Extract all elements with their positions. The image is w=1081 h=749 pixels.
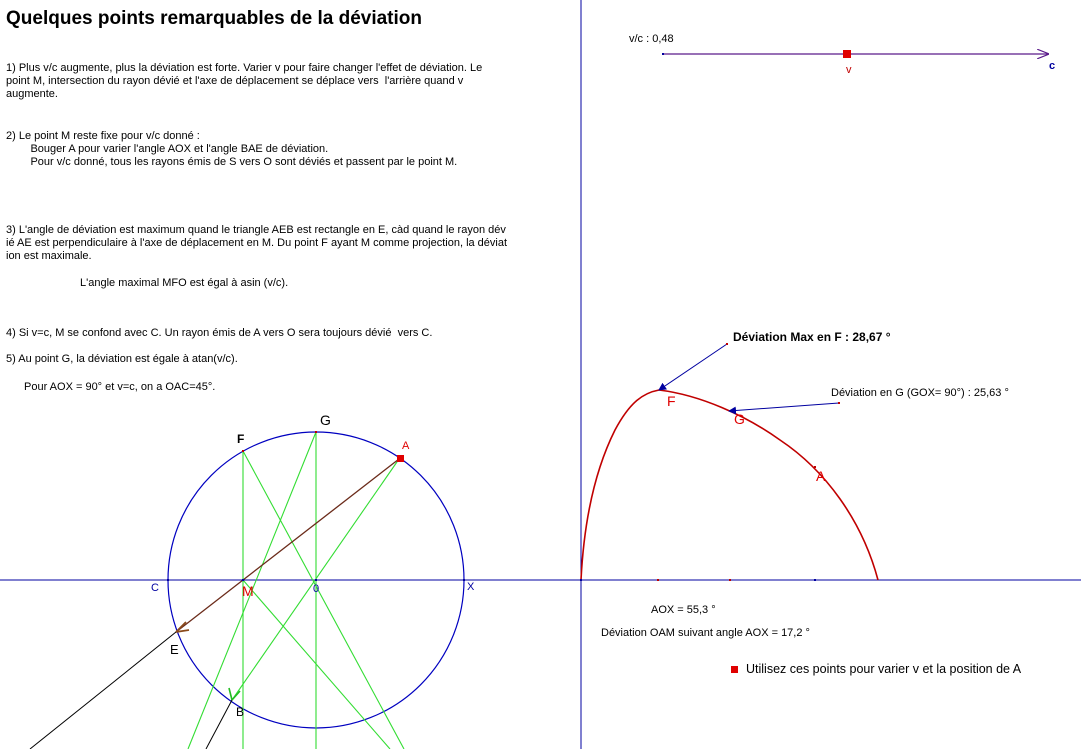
curve-label-g: G	[734, 411, 745, 427]
deviation-curve	[581, 390, 878, 580]
point-g	[315, 431, 317, 433]
axis-point-3	[814, 579, 816, 581]
velocity-slider-handle[interactable]	[843, 50, 851, 58]
curve-label-f: F	[667, 393, 676, 409]
label-m: M	[242, 583, 254, 599]
paragraph-3-max-angle: L'angle maximal MFO est égal à asin (v/c).	[80, 277, 289, 289]
velocity-ratio-label: v/c : 0,48	[629, 33, 674, 45]
aox-angle-text: AOX = 55,3 °	[651, 604, 716, 616]
label-o: 0	[313, 583, 320, 595]
point-x	[463, 579, 465, 581]
axis-point-1	[657, 579, 659, 581]
green-arrow-head	[229, 688, 240, 700]
annotation-point-max	[726, 343, 728, 345]
paragraph-5: 5) Au point G, la déviation est égale à atan(v/c).	[6, 353, 238, 365]
label-c: C	[151, 582, 159, 594]
paragraph-2: 2) Le point M reste fixe pour v/c donné : Bouger A pour varier l'angle AOX et l'angle BAE de déviation. Pour v/c donné, tous les rayons émis de S vers O sont déviés et passent par le point M.	[6, 130, 458, 168]
ray-extension-b	[206, 700, 232, 749]
paragraph-5-note: Pour AOX = 90° et v=c, on a OAC=45°.	[24, 381, 216, 393]
point-o	[315, 579, 317, 581]
label-g: G	[320, 412, 331, 428]
annotation-point-g	[838, 402, 840, 404]
deviation-g-text: Déviation en G (GOX= 90°) : 25,63 °	[831, 387, 1009, 399]
legend-square	[731, 666, 738, 673]
arrow-to-g	[729, 403, 839, 411]
label-x: X	[467, 581, 475, 593]
axis-point-2	[729, 579, 731, 581]
label-e: E	[170, 642, 179, 657]
label-b: B	[236, 705, 245, 719]
max-deviation-text: Déviation Max en F : 28,67 °	[733, 330, 891, 344]
point-m	[242, 579, 244, 581]
slider-c-label: c	[1049, 60, 1056, 72]
slider-origin-point	[662, 53, 664, 55]
label-a: A	[402, 440, 410, 452]
paragraph-1: 1) Plus v/c augmente, plus la déviation est forte. Varier v pour faire changer l'effet de déviation. Le point M, intersection du rayon dévié et l'axe de déplacement se déplace vers l'arrière quand v augmente.	[6, 62, 483, 100]
legend-text: Utilisez ces points pour varier v et la position de A	[746, 662, 1022, 676]
label-f: F	[237, 432, 245, 446]
paragraph-4: 4) Si v=c, M se confond avec C. Un rayon émis de A vers O sera toujours dévié vers C.	[6, 327, 433, 339]
point-c	[167, 579, 169, 581]
point-a-handle[interactable]	[397, 455, 404, 462]
point-f	[242, 450, 244, 452]
paragraph-3: 3) L'angle de déviation est maximum quand le triangle AEB est rectangle en E, càd quand le rayon dév ié AE est perpendiculaire à l'axe de déplacement en M. Du point F ayant M comme projection, la déviat ion est maximale.	[6, 224, 508, 262]
deviated-ray	[176, 459, 399, 632]
origin-point	[580, 579, 582, 581]
slider-v-label: v	[846, 64, 852, 76]
deviation-oam-text: Déviation OAM suivant angle AOX = 17,2 °	[601, 627, 810, 639]
arrow-to-f	[659, 344, 727, 390]
curve-label-a: A	[816, 468, 826, 484]
page-title: Quelques points remarquables de la déviation	[6, 8, 422, 29]
ray-extension-e	[30, 632, 176, 749]
